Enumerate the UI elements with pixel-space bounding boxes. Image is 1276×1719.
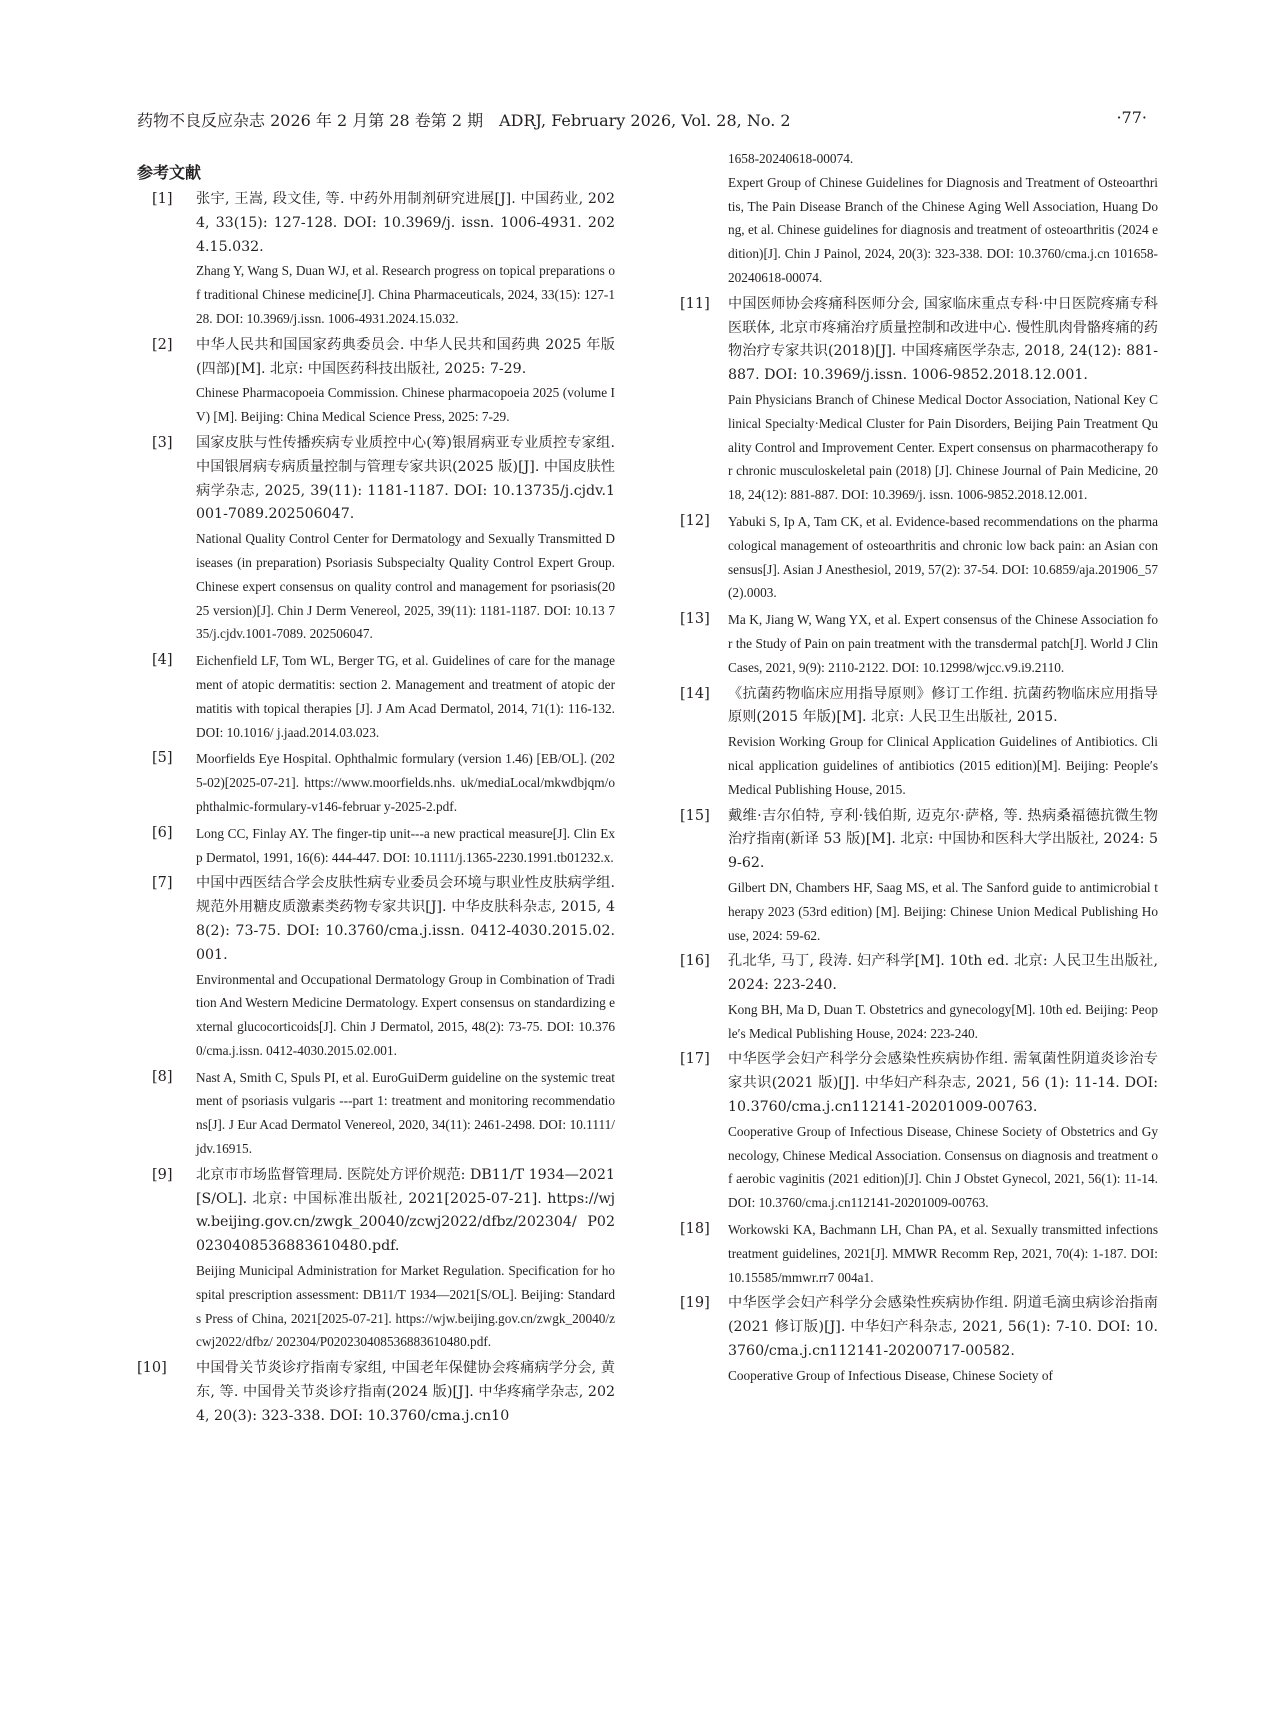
reference-text-english: Zhang Y, Wang S, Duan WJ, et al. Research progress on topical preparations of traditional Chinese medicine[J]. China Pharmaceuticals, 2024, 33(15): 127-128. DOI: 10.3969/j.issn. 1006-4931.2024.15.032. (196, 263, 615, 326)
reference-text-english: Cooperative Group of Infectious Disease, Chinese Society of Obstetrics and Gynecology, Chinese Medical Association. Consensus on diagnosis and treatment of aerobic vaginitis (2021 edition)[J]. Chin J Obstet Gynecol, 2021, 56(1): 11-14. DOI: 10.3760/cma.j.cn112141-20201009-00763. (728, 1123, 1158, 1211)
reference-number: [9] (152, 1166, 173, 1183)
reference-continuation: 1658-20240618-00074. (728, 151, 854, 166)
reference-item (137, 1066, 615, 1161)
reference-number: [17] (680, 1051, 710, 1068)
reference-text-chinese: 中华医学会妇产科学分会感染性疾病协作组. 需氧菌性阴道炎诊治专家共识(2021 版)[J]. 中华妇产科杂志, 2021, 56 (1): 11-14. DOI: 10.3760/cma.j.cn112141-20201009-00763. (728, 1051, 1158, 1116)
reference-number: [4] (152, 652, 173, 669)
reference-text-english: Eichenfield LF, Tom WL, Berger TG, et al. Guidelines of care for the management of atopic dermatitis: section 2. Management and treatment of atopic dermatitis with topical therapies [J]. J Am Acad Dermatol, 2014, 71(1): 116-132. DOI: 10.1016/ j.jaad.2014.03.023. (196, 653, 615, 740)
reference-item (680, 805, 1158, 948)
reference-item (137, 872, 615, 1062)
reference-number: [10] (137, 1360, 167, 1377)
reference-item (137, 334, 615, 429)
reference-text-chinese: 中华人民共和国国家药典委员会. 中华人民共和国药典 2025 年版(四部)[M]. 北京: 中国医药科技出版社, 2025: 7-29. (196, 336, 615, 377)
reference-text-chinese: 国家皮肤与性传播疾病专业质控中心(筹)银屑病亚专业质控专家组. 中国银屑病专病质量控制与管理专家共识(2025 版)[J]. 中国皮肤性病学杂志, 2025, 39(11): 1181-1187. DOI: 10.13735/j.cjdv.1001-7089.202506047. (196, 434, 615, 523)
reference-text-english: Workowski KA, Bachmann LH, Chan PA, et al. Sexually transmitted infections treatment guidelines, 2021[J]. MMWR Recomm Rep, 2021, 70(4): 1-187. DOI: 10.15585/mmwr.rr7 004a1. (728, 1222, 1158, 1285)
reference-text-chinese: 中国骨关节炎诊疗指南专家组, 中国老年保健协会疼痛病学分会, 黄东, 等. 中国骨关节炎诊疗指南(2024 版)[J]. 中华疼痛学杂志, 2024, 20(3): 323-338. DOI: 10.3760/cma.j.cn10 (196, 1360, 615, 1424)
reference-number: [5] (152, 750, 173, 767)
right-column (680, 147, 1158, 1391)
reference-item (137, 1357, 615, 1428)
reference-item (137, 1164, 615, 1354)
reference-text-chinese: 中国医师协会疼痛科医师分会, 国家临床重点专科·中日医院疼痛专科医联体, 北京市疼痛治疗质量控制和改进中心. 慢性肌肉骨骼疼痛的药物治疗专家共识(2018)[J]. 中国疼痛医学杂志, 2018, 24(12): 881-887. DOI: 10.3969/j.issn. 1006-9852.2018.12.001. (728, 295, 1158, 384)
reference-text-english: Yabuki S, Ip A, Tam CK, et al. Evidence-based recommendations on the pharmacological management of osteoarthritis and chronic low back pain: an Asian consensus[J]. Asian J Anesthesiol, 2019, 57(2): 37-54. DOI: 10.6859/aja.201906_57 (2).0003. (728, 513, 1158, 601)
reference-number: [18] (680, 1221, 710, 1238)
reference-item (680, 950, 1158, 1045)
reference-text-english: Kong BH, Ma D, Duan T. Obstetrics and gynecology[M]. 10th ed. Beijing: People′s Medical Publishing House, 2024: 223-240. (728, 1001, 1158, 1041)
reference-item (680, 1292, 1158, 1387)
reference-number: [14] (680, 685, 710, 702)
reference-item (137, 649, 615, 744)
reference-number: [2] (152, 336, 173, 353)
reference-text-chinese: 北京市市场监督管理局. 医院处方评价规范: DB11/T 1934—2021[S/OL]. 北京: 中国标准出版社, 2021[2025-07-21]. https://wjw.beijing.gov.cn/zwgk_20040/zcwj2022/dfbz/202304/ P020230408536883610480.pdf. (196, 1166, 615, 1255)
reference-item (137, 822, 615, 870)
reference-item (137, 432, 615, 646)
reference-number: [12] (680, 512, 710, 529)
reference-number: [7] (152, 875, 173, 892)
reference-text-english: Revision Working Group for Clinical Application Guidelines of Antibiotics. Clinical application guidelines of antibiotics (2015 edition)[M]. Beijing: People′s Medical Publishing House, 2015. (728, 734, 1158, 797)
reference-text-english: Moorfields Eye Hospital. Ophthalmic formulary (version 1.46) [EB/OL]. (2025-02)[2025-07-21]. https://www.moorfields.nhs. uk/mediaLocal/mkwdbjqm/ophthalmic-formulary-v146-februar y-2025-2.pdf. (196, 751, 615, 814)
reference-text-english: Environmental and Occupational Dermatology Group in Combination of Tradition And Western Medicine Dermatology. Expert consensus on standardizing external glucocorticoids[J]. Chin J Dermatol, 2015, 48(2): 73-75. DOI: 10.3760/cma.j.issn. 0412-4030.2015.02.001. (196, 971, 615, 1058)
reference-number: [19] (680, 1295, 710, 1312)
references-heading: 参考文献 (137, 163, 202, 182)
reference-text-chinese: 《抗菌药物临床应用指导原则》修订工作组. 抗菌药物临床应用指导原则(2015 年版)[M]. 北京: 人民卫生出版社, 2015. (728, 685, 1158, 726)
reference-text-english: Ma K, Jiang W, Wang YX, et al. Expert consensus of the Chinese Association for the Study of Pain on pain treatment with the transdermal patch[J]. World J Clin Cases, 2021, 9(9): 2110-2122. DOI: 10.12998/wjcc.v9.i9.2110. (728, 612, 1158, 675)
reference-text-chinese: 中国中西医结合学会皮肤性病专业委员会环境与职业性皮肤病学组. 规范外用糖皮质激素类药物专家共识[J]. 中华皮肤科杂志, 2015, 48(2): 73-75. DOI: 10.3760/cma.j.issn. 0412-4030.2015.02.001. (196, 875, 615, 963)
reference-text-english: Gilbert DN, Chambers HF, Saag MS, et al. The Sanford guide to antimicrobial therapy 2023 (53rd edition) [M]. Beijing: Chinese Union Medical Publishing House, 2024: 59-62. (728, 879, 1158, 943)
reference-item (137, 188, 615, 331)
reference-item (137, 747, 615, 818)
journal-citation: 药物不良反应杂志 2026 年 2 月第 28 卷第 2 期 ADRJ, February 2026, Vol. 28, No. 2 (137, 111, 791, 130)
reference-number: [8] (152, 1068, 173, 1085)
reference-text-english: Nast A, Smith C, Spuls PI, et al. EuroGuiDerm guideline on the systemic treatment of psoriasis vulgaris ---part 1: treatment and monitoring recommendations[J]. J Eur Acad Dermatol Venereol, 2020, 34(11): 2461-2498. DOI: 10.1111/jdv.16915. (196, 1069, 615, 1157)
reference-text-english: Pain Physicians Branch of Chinese Medical Doctor Association, National Key Clinical Specialty·Medical Cluster for Pain Disorders, Beijing Pain Treatment Quality Control and Improvement Center. Expert consensus on pharmacotherapy for chronic musculoskeletal pain (2018) [J]. Chinese Journal of Pain Medicine, 2018, 24(12): 881-887. DOI: 10.3969/j. issn. 1006-9852.2018.12.001. (728, 391, 1158, 503)
page-number: ·77· (1116, 108, 1147, 127)
reference-number: [16] (680, 953, 710, 970)
reference-text-english: Long CC, Finlay AY. The finger-tip unit---a new practical measure[J]. Clin Exp Dermatol, 1991, 16(6): 444-447. DOI: 10.1111/j.1365-2230.1991.tb01232.x. (196, 825, 615, 865)
reference-item (680, 683, 1158, 802)
reference-text-chinese: 孔北华, 马丁, 段涛. 妇产科学[M]. 10th ed. 北京: 人民卫生出版社, 2024: 223-240. (728, 953, 1158, 994)
reference-item (680, 1218, 1158, 1289)
reference-list-left (137, 188, 615, 1429)
reference-item (680, 293, 1158, 507)
reference-item (680, 1048, 1158, 1215)
reference-text-english: Beijing Municipal Administration for Market Regulation. Specification for hospital prescription assessment: DB11/T 1934—2021[S/OL]. Beijing: Standards Press of China, 2021[2025-07-21]. https://wjw.beijing.gov.cn/zwgk_20040/zcwj2022/dfbz/ 202304/P020230408536883610480.pdf. (196, 1263, 615, 1350)
running-header (137, 108, 1147, 134)
reference-list-right (680, 293, 1158, 1388)
reference-text-chinese: 戴维·吉尔伯特, 亨利·钱伯斯, 迈克尔·萨格, 等. 热病桑福德抗微生物治疗指南(新译 53 版)[M]. 北京: 中国协和医科大学出版社, 2024: 59-62. (728, 807, 1158, 872)
reference-number: [15] (680, 807, 710, 824)
reference-number: [11] (680, 295, 710, 312)
reference-text-english: National Quality Control Center for Dermatology and Sexually Transmitted Diseases (in preparation) Psoriasis Subspecialty Quality Control Expert Group. Chinese expert consensus on quality control and management for psoriasis(2025 version)[J]. Chin J Derm Venereol, 2025, 39(11): 1181-1187. DOI: 10.13 735/j.cjdv.1001-7089. 202506047. (196, 531, 615, 642)
reference-text-chinese: 中华医学会妇产科学分会感染性疾病协作组. 阴道毛滴虫病诊治指南(2021 修订版)[J]. 中华妇产科杂志, 2021, 56(1): 7-10. DOI: 10.3760/cma.j.cn112141-20200717-00582. (728, 1295, 1158, 1360)
reference-text-english: Cooperative Group of Infectious Disease, Chinese Society of (728, 1367, 1053, 1383)
left-column (137, 160, 615, 1432)
reference-item (680, 608, 1158, 679)
reference-number: [3] (152, 434, 173, 451)
reference-continuation-en: Expert Group of Chinese Guidelines for Diagnosis and Treatment of Osteoarthritis, The Pain Disease Branch of the Chinese Aging Well Association, Huang Dong, et al. Chinese guidelines for diagnosis and treatment of osteoarthritis (2024 edition)[J]. Chin J Painol, 2024, 20(3): 323-338. DOI: 10.3760/cma.j.cn 101658-20240618-00074. (728, 174, 1158, 285)
reference-number: [1] (152, 191, 173, 207)
reference-number: [13] (680, 611, 710, 628)
reference-number: [6] (152, 824, 173, 841)
reference-text-chinese: 张宇, 王嵩, 段文佳, 等. 中药外用制剂研究进展[J]. 中国药业, 2024, 33(15): 127-128. DOI: 10.3969/j. issn. 1006-4931. 2024.15.032. (196, 191, 615, 255)
reference-item (680, 510, 1158, 605)
reference-text-english: Chinese Pharmacopoeia Commission. Chinese pharmacopoeia 2025 (volume IV) [M]. Beijing: China Medical Science Press, 2025: 7-29. (196, 385, 615, 425)
